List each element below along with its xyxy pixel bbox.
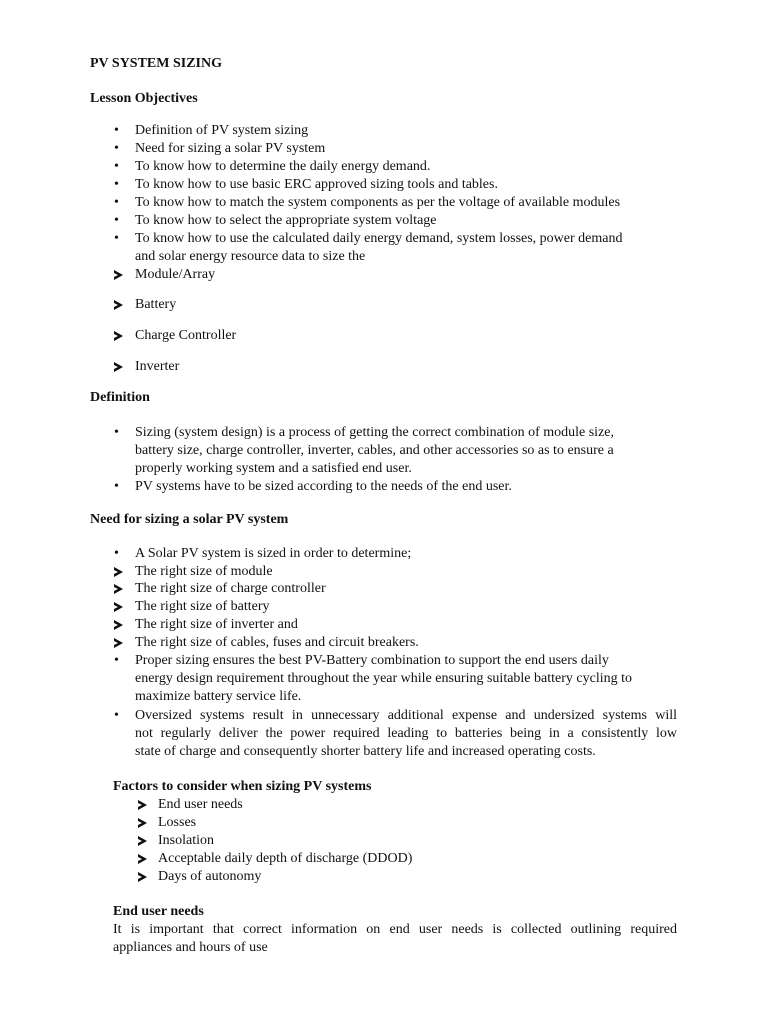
- bullet-marker: •: [114, 159, 119, 174]
- objective-item: To know how to match the system components as per the voltage of available modules: [135, 195, 621, 210]
- factor-item: Acceptable daily depth of discharge (DDOD): [158, 851, 413, 866]
- need-item: The right size of charge controller: [135, 581, 326, 596]
- factor-item: Days of autonomy: [158, 869, 262, 884]
- arrow-bullet-icon: [114, 270, 123, 280]
- component-item: Battery: [135, 297, 177, 312]
- objective-item: To know how to determine the daily energy demand.: [135, 159, 431, 174]
- bullet-marker: •: [114, 177, 119, 192]
- need-paragraph-line: Proper sizing ensures the best PV-Battery combination to support the end users daily: [135, 653, 609, 668]
- bullet-marker: •: [114, 195, 119, 210]
- definition-line: battery size, charge controller, inverter, cables, and other accessories so as to ensure a: [135, 443, 614, 458]
- objective-item-continuation: and solar energy resource data to size the: [135, 249, 366, 264]
- need-paragraph-line: state of charge and consequently shorter battery life and increased operating costs.: [135, 744, 596, 759]
- bullet-marker: •: [114, 213, 119, 228]
- need-paragraph-line: maximize battery service life.: [135, 689, 302, 704]
- component-item: Inverter: [135, 359, 180, 374]
- factor-item: End user needs: [158, 797, 243, 812]
- arrow-bullet-icon: [138, 818, 147, 828]
- need-item: The right size of battery: [135, 599, 270, 614]
- need-item: The right size of cables, fuses and circuit breakers.: [135, 635, 419, 650]
- objective-item: To know how to use the calculated daily energy demand, system losses, power demand: [135, 231, 623, 246]
- need-item: The right size of inverter and: [135, 617, 298, 632]
- bullet-marker: •: [114, 425, 119, 440]
- need-heading: Need for sizing a solar PV system: [90, 512, 289, 527]
- bullet-marker: •: [114, 479, 119, 494]
- arrow-bullet-icon: [114, 602, 123, 612]
- arrow-bullet-icon: [114, 300, 123, 310]
- arrow-bullet-icon: [138, 800, 147, 810]
- objective-item: Need for sizing a solar PV system: [135, 141, 326, 156]
- bullet-marker: •: [114, 123, 119, 138]
- arrow-bullet-icon: [114, 584, 123, 594]
- bullet-marker: •: [114, 231, 119, 246]
- arrow-bullet-icon: [114, 620, 123, 630]
- objective-item: To know how to use basic ERC approved sizing tools and tables.: [135, 177, 498, 192]
- need-paragraph-line: energy design requirement throughout the year while ensuring suitable battery cycling to: [135, 671, 632, 686]
- need-paragraph-line: Oversized systems result in unnecessary additional expense and undersized systems will: [135, 708, 677, 723]
- arrow-bullet-icon: [114, 362, 123, 372]
- definition-line: properly working system and a satisfied end user.: [135, 461, 412, 476]
- doc-title: PV SYSTEM SIZING: [90, 56, 223, 71]
- end-user-heading: End user needs: [113, 904, 204, 919]
- arrow-bullet-icon: [114, 331, 123, 341]
- need-item: The right size of module: [135, 564, 273, 579]
- arrow-bullet-icon: [114, 638, 123, 648]
- end-user-paragraph-line: appliances and hours of use: [113, 940, 268, 955]
- arrow-bullet-icon: [138, 854, 147, 864]
- lesson-objectives-heading: Lesson Objectives: [90, 91, 198, 106]
- bullet-marker: •: [114, 141, 119, 156]
- component-item: Module/Array: [135, 267, 216, 282]
- objective-item: Definition of PV system sizing: [135, 123, 309, 138]
- definition-heading: Definition: [90, 390, 150, 405]
- objective-item: To know how to select the appropriate system voltage: [135, 213, 437, 228]
- factor-item: Losses: [158, 815, 197, 830]
- arrow-bullet-icon: [114, 567, 123, 577]
- need-intro: A Solar PV system is sized in order to determine;: [135, 546, 412, 561]
- bullet-marker: •: [114, 708, 119, 723]
- component-item: Charge Controller: [135, 328, 237, 343]
- bullet-marker: •: [114, 546, 119, 561]
- need-paragraph-line: not regularly deliver the power required leading to batteries being in a consistently low: [135, 726, 677, 741]
- bullet-marker: •: [114, 653, 119, 668]
- arrow-bullet-icon: [138, 836, 147, 846]
- factors-heading: Factors to consider when sizing PV systems: [113, 779, 372, 794]
- arrow-bullet-icon: [138, 872, 147, 882]
- definition-line: PV systems have to be sized according to the needs of the end user.: [135, 479, 512, 494]
- end-user-paragraph-line: It is important that correct information on end user needs is collected outlining required: [113, 922, 677, 937]
- factor-item: Insolation: [158, 833, 214, 848]
- definition-line: Sizing (system design) is a process of getting the correct combination of module size,: [135, 425, 614, 440]
